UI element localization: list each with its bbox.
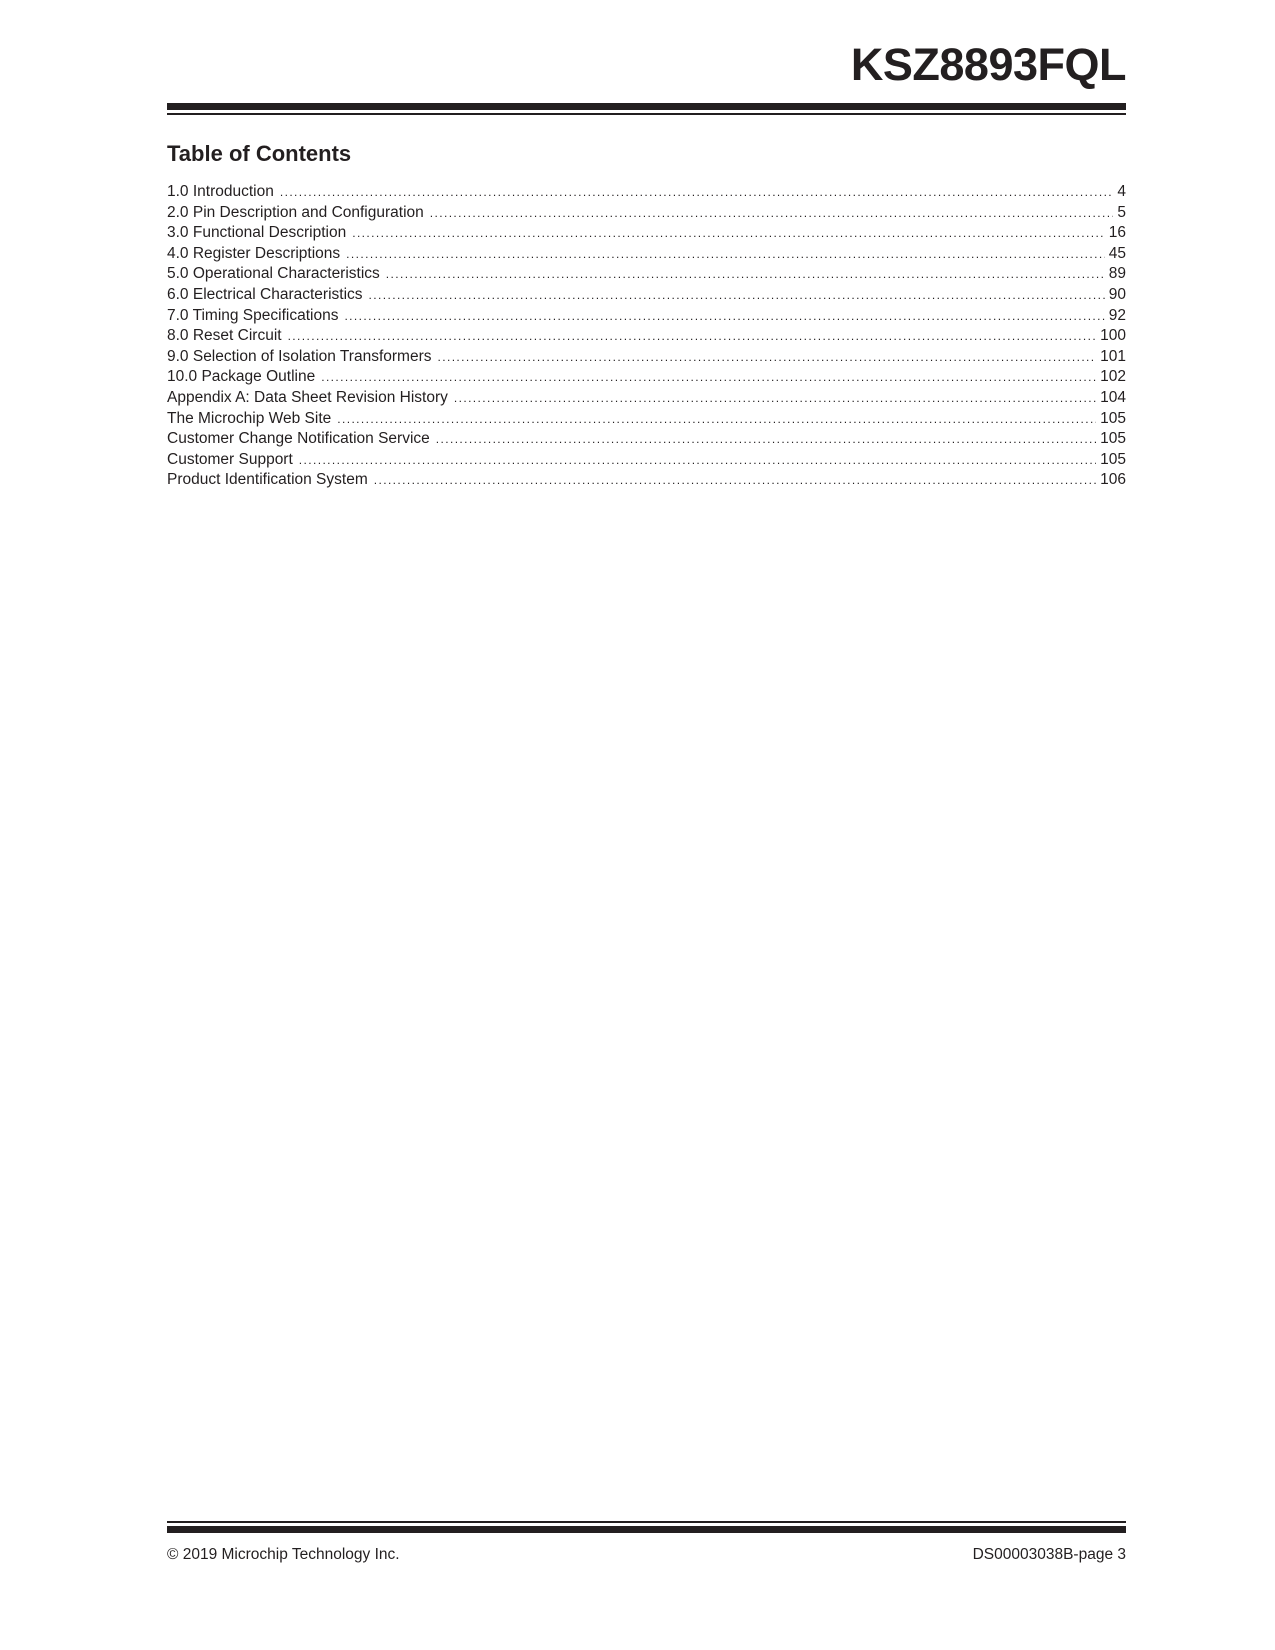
toc-entry-revision-history[interactable] — [167, 388, 1126, 409]
toc-entry-label: Customer Support — [167, 450, 293, 468]
toc-entry-operational-characteristics[interactable] — [167, 264, 1126, 285]
dot-leader — [344, 306, 1104, 327]
toc-entry-page: 5 — [1117, 203, 1126, 221]
toc-entry-pin-description[interactable] — [167, 203, 1126, 224]
dot-leader — [288, 326, 1097, 347]
dot-leader — [374, 470, 1096, 491]
dot-leader — [280, 182, 1114, 203]
dot-leader — [386, 264, 1105, 285]
toc-entry-web-site[interactable] — [167, 409, 1126, 430]
dot-leader — [454, 388, 1096, 409]
dot-leader — [438, 347, 1097, 368]
dot-leader — [321, 367, 1096, 388]
toc-entry-isolation-transformers[interactable] — [167, 347, 1126, 368]
footer-rule — [167, 1521, 1126, 1533]
toc-heading: Table of Contents — [167, 141, 352, 166]
toc-entry-page: 106 — [1100, 471, 1126, 489]
toc-entry-page: 105 — [1100, 409, 1126, 427]
toc-entry-page: 16 — [1108, 224, 1126, 242]
toc-entry-page: 90 — [1108, 285, 1126, 303]
footer-copyright: © 2019 Microchip Technology Inc. — [167, 1546, 400, 1563]
toc-entry-label: 2.0 Pin Description and Configuration — [167, 203, 424, 221]
dot-leader — [352, 223, 1105, 244]
toc-entry-page: 92 — [1108, 306, 1126, 324]
toc-entry-label: 8.0 Reset Circuit — [167, 327, 282, 345]
toc-entry-page: 102 — [1100, 368, 1126, 386]
toc-entry-change-notification[interactable] — [167, 429, 1126, 450]
toc-entry-label: The Microchip Web Site — [167, 409, 332, 427]
toc-entry-label: 10.0 Package Outline — [167, 368, 316, 386]
dot-leader — [337, 409, 1096, 430]
toc-entry-label: 5.0 Operational Characteristics — [167, 265, 380, 283]
header-rule — [167, 103, 1126, 115]
toc-entry-page: 105 — [1100, 430, 1126, 448]
toc-entry-page: 100 — [1100, 327, 1126, 345]
toc-entry-page: 101 — [1100, 347, 1126, 365]
toc-entry-page: 45 — [1108, 244, 1126, 262]
dot-leader — [346, 244, 1105, 265]
toc-entry-label: 4.0 Register Descriptions — [167, 244, 341, 262]
toc-entry-package-outline[interactable] — [167, 367, 1126, 388]
toc-entry-product-identification[interactable] — [167, 470, 1126, 491]
document-title: KSZ8893FQL — [850, 39, 1126, 90]
toc-entry-page: 104 — [1100, 388, 1126, 406]
toc-entry-page: 89 — [1108, 265, 1126, 283]
toc-entry-functional-description[interactable] — [167, 223, 1126, 244]
dot-leader — [299, 450, 1096, 471]
toc-entry-reset-circuit[interactable] — [167, 326, 1126, 347]
toc-entry-electrical-characteristics[interactable] — [167, 285, 1126, 306]
toc-entry-page: 105 — [1100, 450, 1126, 468]
toc-entry-page: 4 — [1117, 183, 1126, 200]
toc-entry-customer-support[interactable] — [167, 450, 1126, 471]
toc-entry-label: Appendix A: Data Sheet Revision History — [167, 388, 448, 406]
toc-entry-label: 1.0 Introduction — [167, 183, 274, 200]
toc-entry-introduction[interactable] — [167, 182, 1126, 203]
toc-entry-label: 3.0 Functional Description — [167, 224, 347, 242]
toc-entry-label: Customer Change Notification Service — [167, 430, 430, 448]
toc-entry-label: 9.0 Selection of Isolation Transformers — [167, 347, 432, 365]
toc-list — [167, 182, 1126, 491]
toc-entry-label: 6.0 Electrical Characteristics — [167, 285, 363, 303]
dot-leader — [369, 285, 1105, 306]
toc-entry-label: 7.0 Timing Specifications — [167, 306, 339, 324]
footer-page-reference: DS00003038B-page 3 — [972, 1546, 1126, 1563]
toc-entry-timing-specifications[interactable] — [167, 306, 1126, 327]
toc-entry-label: Product Identification System — [167, 471, 368, 489]
toc-entry-register-descriptions[interactable] — [167, 244, 1126, 265]
dot-leader — [430, 203, 1114, 224]
dot-leader — [436, 429, 1096, 450]
